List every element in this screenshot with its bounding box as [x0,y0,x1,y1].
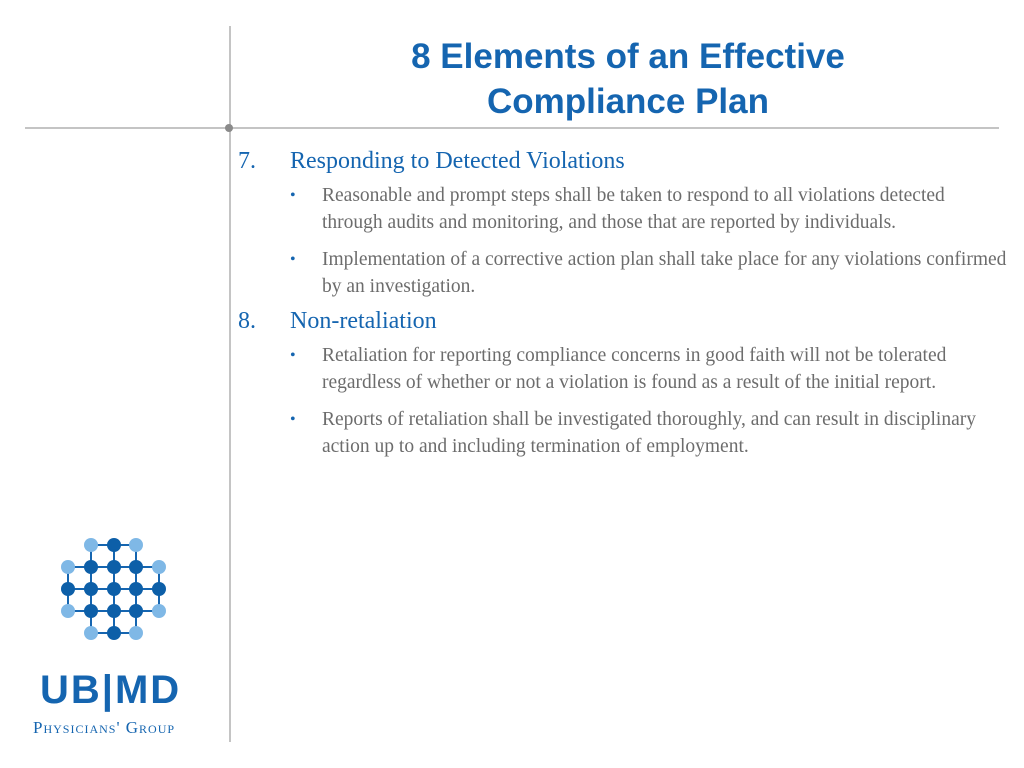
bullet-item [238,246,1008,300]
section-number: 8. [238,308,256,334]
section-number: 7. [238,148,256,174]
ubmd-logo-text: UB|MD [40,668,182,712]
bullet-icon: • [290,251,296,268]
section-heading [238,146,1008,176]
bullet-list [238,182,1008,300]
section-title: Responding to Detected Violations [290,148,625,174]
bullet-text: Implementation of a corrective action plan shall take place for any violations confirmed by an investigation. [322,249,1007,297]
slide-title [250,34,1006,124]
slide-title-line-2: Compliance Plan [486,82,770,121]
bullet-icon: • [290,347,296,364]
horizontal-divider [25,127,999,129]
section-title: Non-retaliation [290,308,437,334]
section-heading [238,306,1008,336]
bullet-icon: • [290,411,296,428]
divider-intersection-dot [225,124,233,132]
section-non-retaliation [238,306,1008,460]
section-responding [238,146,1008,300]
bullet-list [238,342,1008,460]
ubmd-logo-subtitle: Physicians' Group [33,718,176,737]
bullet-item [238,182,1008,236]
bullet-icon: • [290,187,296,204]
bullet-item [238,342,1008,396]
bullet-text: Retaliation for reporting compliance concerns in good faith will not be tolerated regardless of whether or not a violation is found as a result of the initial report. [322,345,947,393]
slide-content [238,146,1008,470]
ubmd-logo-grid-icon [58,535,178,645]
bullet-text: Reasonable and prompt steps shall be taken to respond to all violations detected through audits and monitoring, and those that are reported by individuals. [322,185,945,233]
slide-title-line-1: 8 Elements of an Effective [411,37,845,76]
bullet-item [238,406,1008,460]
vertical-divider [229,26,231,742]
bullet-text: Reports of retaliation shall be investigated thoroughly, and can result in disciplinary action up to and including termination of employment. [322,409,976,457]
